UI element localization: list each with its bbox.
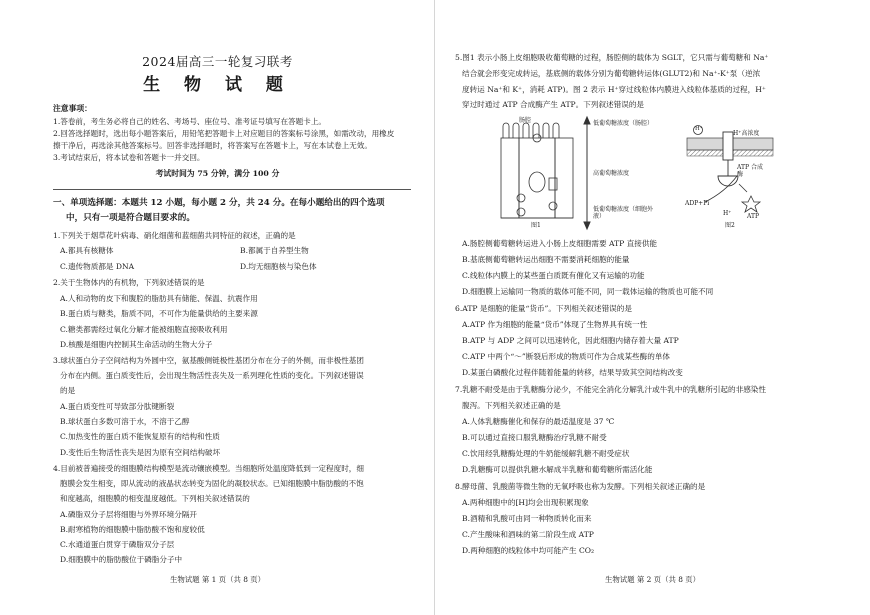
option: B.球状蛋白多数可溶于水，不溶于乙醇 — [60, 417, 190, 426]
option: D.细胞膜中的脂肪酸位于磷脂分子中 — [60, 555, 183, 564]
fig1-top-conc: 低葡萄糖浓度（肠腔） — [593, 120, 654, 127]
note-line: 擦干净后，再选涂其他答案标号。回答非选择题时，将答案写在答题卡上，写在本试卷上无效。 — [53, 141, 372, 150]
figure-2 — [685, 114, 777, 232]
option: D.核酸是细胞内控制其生命活动的生物大分子 — [60, 340, 213, 349]
footer-left: 生物试题 第 1 页（共 8 页） — [169, 575, 266, 584]
option: A.人体乳糖酶催化和保存的最适温度是 37 ℃ — [462, 417, 615, 426]
option: C.饮用经乳糖酶处理的牛奶能缓解乳糖不耐受症状 — [462, 449, 630, 458]
note-line: 3.考试结束后，将本试卷和答题卡一并交回。 — [53, 153, 205, 162]
fig2-hplus-top: H⁺ — [695, 126, 703, 132]
option: C.ATP 中两个“～”断裂后形成的物质可作为合成某些酶的单体 — [462, 352, 671, 361]
question-line: 度转运 Na⁺和 K⁺，消耗 ATP)。图 2 表示 H⁺穿过线粒体内膜进入线粒体基质的过程，H⁺ — [462, 85, 766, 94]
question-line: 的是 — [60, 386, 76, 395]
option: B.蛋白质与糖类，脂质不同，不可作为能量供给的主要来源 — [60, 309, 258, 318]
fig1-mid-conc: 高葡萄糖浓度 — [593, 170, 630, 177]
option: C.水通道蛋白贯穿于磷脂双分子层 — [60, 540, 175, 549]
fig1-bottom-conc: 低葡萄糖浓度（细胞外液） — [593, 206, 654, 220]
question-line: 1.下列关于烟草花叶病毒、硝化细菌和蓝细菌共同特征的叙述，正确的是 — [53, 231, 296, 240]
exam-title: 2024届高三一轮复习联考 — [142, 54, 293, 69]
fig1-caption: 图1 — [531, 222, 541, 229]
note-line: 2.回答选择题时，选出每小题答案后，用铅笔把答题卡上对应题目的答案标号涂黑，如需改动，用橡皮 — [53, 129, 395, 138]
option: D.某蛋白磷酸化过程伴随着能量的转移，结果导致其空间结构改变 — [462, 368, 683, 377]
question-line: 4.目前被普遍接受的细胞膜结构模型是流动镶嵌模型。当细胞所处温度降低到一定程度时，细 — [53, 464, 364, 473]
figure-1 — [497, 114, 697, 232]
option: B.耐寒植物的细胞膜中脂肪酸不饱和度较低 — [60, 525, 205, 534]
question-line: 5.图1 表示小肠上皮细胞吸收葡萄糖的过程，肠腔侧的载体为 SGLT，它只需与葡萄糖和 Na⁺ — [455, 53, 769, 62]
question-line: 8.酵母菌、乳酸菌等微生物的无氧呼吸也称为发酵。下列相关叙述正确的是 — [455, 482, 706, 491]
option: A.ATP 作为细胞的能量“货币”体现了生物界具有统一性 — [462, 320, 648, 329]
option: C.遗传物质都是 DNA — [60, 262, 135, 271]
question-line: 结合就会形变完成转运，基底侧的载体分别为葡萄糖转运体(GLUT2)和 Na⁺-K⁺泵（逆浓 — [462, 69, 761, 78]
note-line: 1.答卷前，考生务必将自己的姓名、考场号、座位号、准考证号填写在答题卡上。 — [53, 117, 327, 126]
exam-subject: 生 物 试 题 — [143, 75, 292, 95]
option: B.基底侧葡萄糖转运出细胞不需要消耗细胞的能量 — [462, 255, 630, 264]
option: A.蛋白质变性可导致部分肽键断裂 — [60, 402, 175, 411]
option: A.人和动物的皮下和腹腔的脂肪具有储能、保温、抗震作用 — [60, 294, 258, 303]
option: C.加热变性的蛋白质不能恢复原有的结构和性质 — [60, 432, 220, 441]
option: B.都属于自养型生物 — [240, 246, 309, 255]
question-line: 7.乳糖不耐受是由于乳糖酶分泌少，不能完全消化分解乳汁或牛乳中的乳糖所引起的非感染性 — [455, 385, 766, 394]
question-line: 分布在内侧。蛋白质变性后，会出现生物活性丧失及一系列理化性质的变化。下列叙述错误 — [60, 371, 364, 380]
option: A.磷脂双分子层将细胞与外界环境分隔开 — [60, 510, 197, 519]
section-heading: 一、单项选择题：本题共 12 小题，每小题 2 分，共 24 分。在每小题给出的四个选项 — [53, 198, 385, 208]
section-heading: 中，只有一项是符合题目要求的。 — [66, 213, 195, 223]
right-page — [435, 0, 870, 615]
option: C.线粒体内膜上的某些蛋白质既有催化又有运输的功能 — [462, 271, 645, 280]
fig2-atp: ATP — [747, 213, 760, 220]
option: D.乳糖酶可以提供乳糖水解成半乳糖和葡萄糖所需活化能 — [462, 465, 653, 474]
question-line: 腹泻。下列相关叙述正确的是 — [462, 401, 561, 410]
option: D.变性后生物活性丧失是因为原有空间结构破坏 — [60, 448, 221, 457]
footer-right: 生物试题 第 2 页（共 8 页） — [604, 575, 701, 584]
fig1-lumen-label: 肠腔 — [519, 117, 532, 124]
question-line: 穿过时通过 ATP 合成酶产生 ATP。下列叙述错误的是 — [462, 100, 645, 109]
option: B.ATP 与 ADP 之间可以迅速转化，因此细胞内储存着大量 ATP — [462, 336, 679, 345]
fig2-hplus-bottom: H⁺ — [723, 210, 732, 217]
notes-title: 注意事项： — [53, 104, 92, 113]
question-line: 6.ATP 是细胞的能量“货币”。下列相关叙述错误的是 — [455, 304, 632, 313]
option: C.糖类都需经过氧化分解才能被细胞直接吸收利用 — [60, 325, 228, 334]
fig2-hplus-label: H⁺高浓度 — [733, 130, 760, 137]
header-rule — [53, 189, 411, 190]
option: D.均无细胞核与染色体 — [240, 262, 317, 271]
option: A.肠腔侧葡萄糖转运进入小肠上皮细胞需要 ATP 直接供能 — [462, 239, 658, 248]
question-line: 3.球状蛋白分子空间结构为外圆中空，氨基酸侧链极性基团分布在分子的外侧，而非极性基团 — [53, 356, 364, 365]
question-line: 2.关于生物体内的有机物，下列叙述错误的是 — [53, 278, 205, 287]
fig2-atp-synthase: ATP 合成酶 — [737, 164, 763, 178]
time-line: 考试时间为 75 分钟，满分 100 分 — [155, 169, 280, 178]
option: B.酒精和乳酸可由同一种物质转化而来 — [462, 514, 592, 523]
fig2-adp: ADP+Pi — [685, 200, 710, 207]
option: A.两种细胞中的[H]均会出现积累现象 — [462, 498, 589, 507]
option: D.细胞膜上运输同一物质的载体可能不同，同一载体运输的物质也可能不同 — [462, 287, 714, 296]
option: C.产生酸味和酒味的第二阶段生成 ATP — [462, 530, 594, 539]
option: B.可以通过直接口服乳糖酶治疗乳糖不耐受 — [462, 433, 607, 442]
question-line: 和度越高，细胞膜的相变温度越低。下列相关叙述错误的 — [60, 494, 250, 503]
question-line: 胞膜会发生相变，即从流动的液晶状态转变为固化的凝胶状态。已知细胞膜中脂肪酸的不饱 — [60, 479, 364, 488]
option: D.两种细胞的线粒体中均可能产生 CO₂ — [462, 546, 595, 555]
fig2-caption: 图2 — [725, 222, 735, 229]
option: A.都具有核糖体 — [60, 246, 114, 255]
